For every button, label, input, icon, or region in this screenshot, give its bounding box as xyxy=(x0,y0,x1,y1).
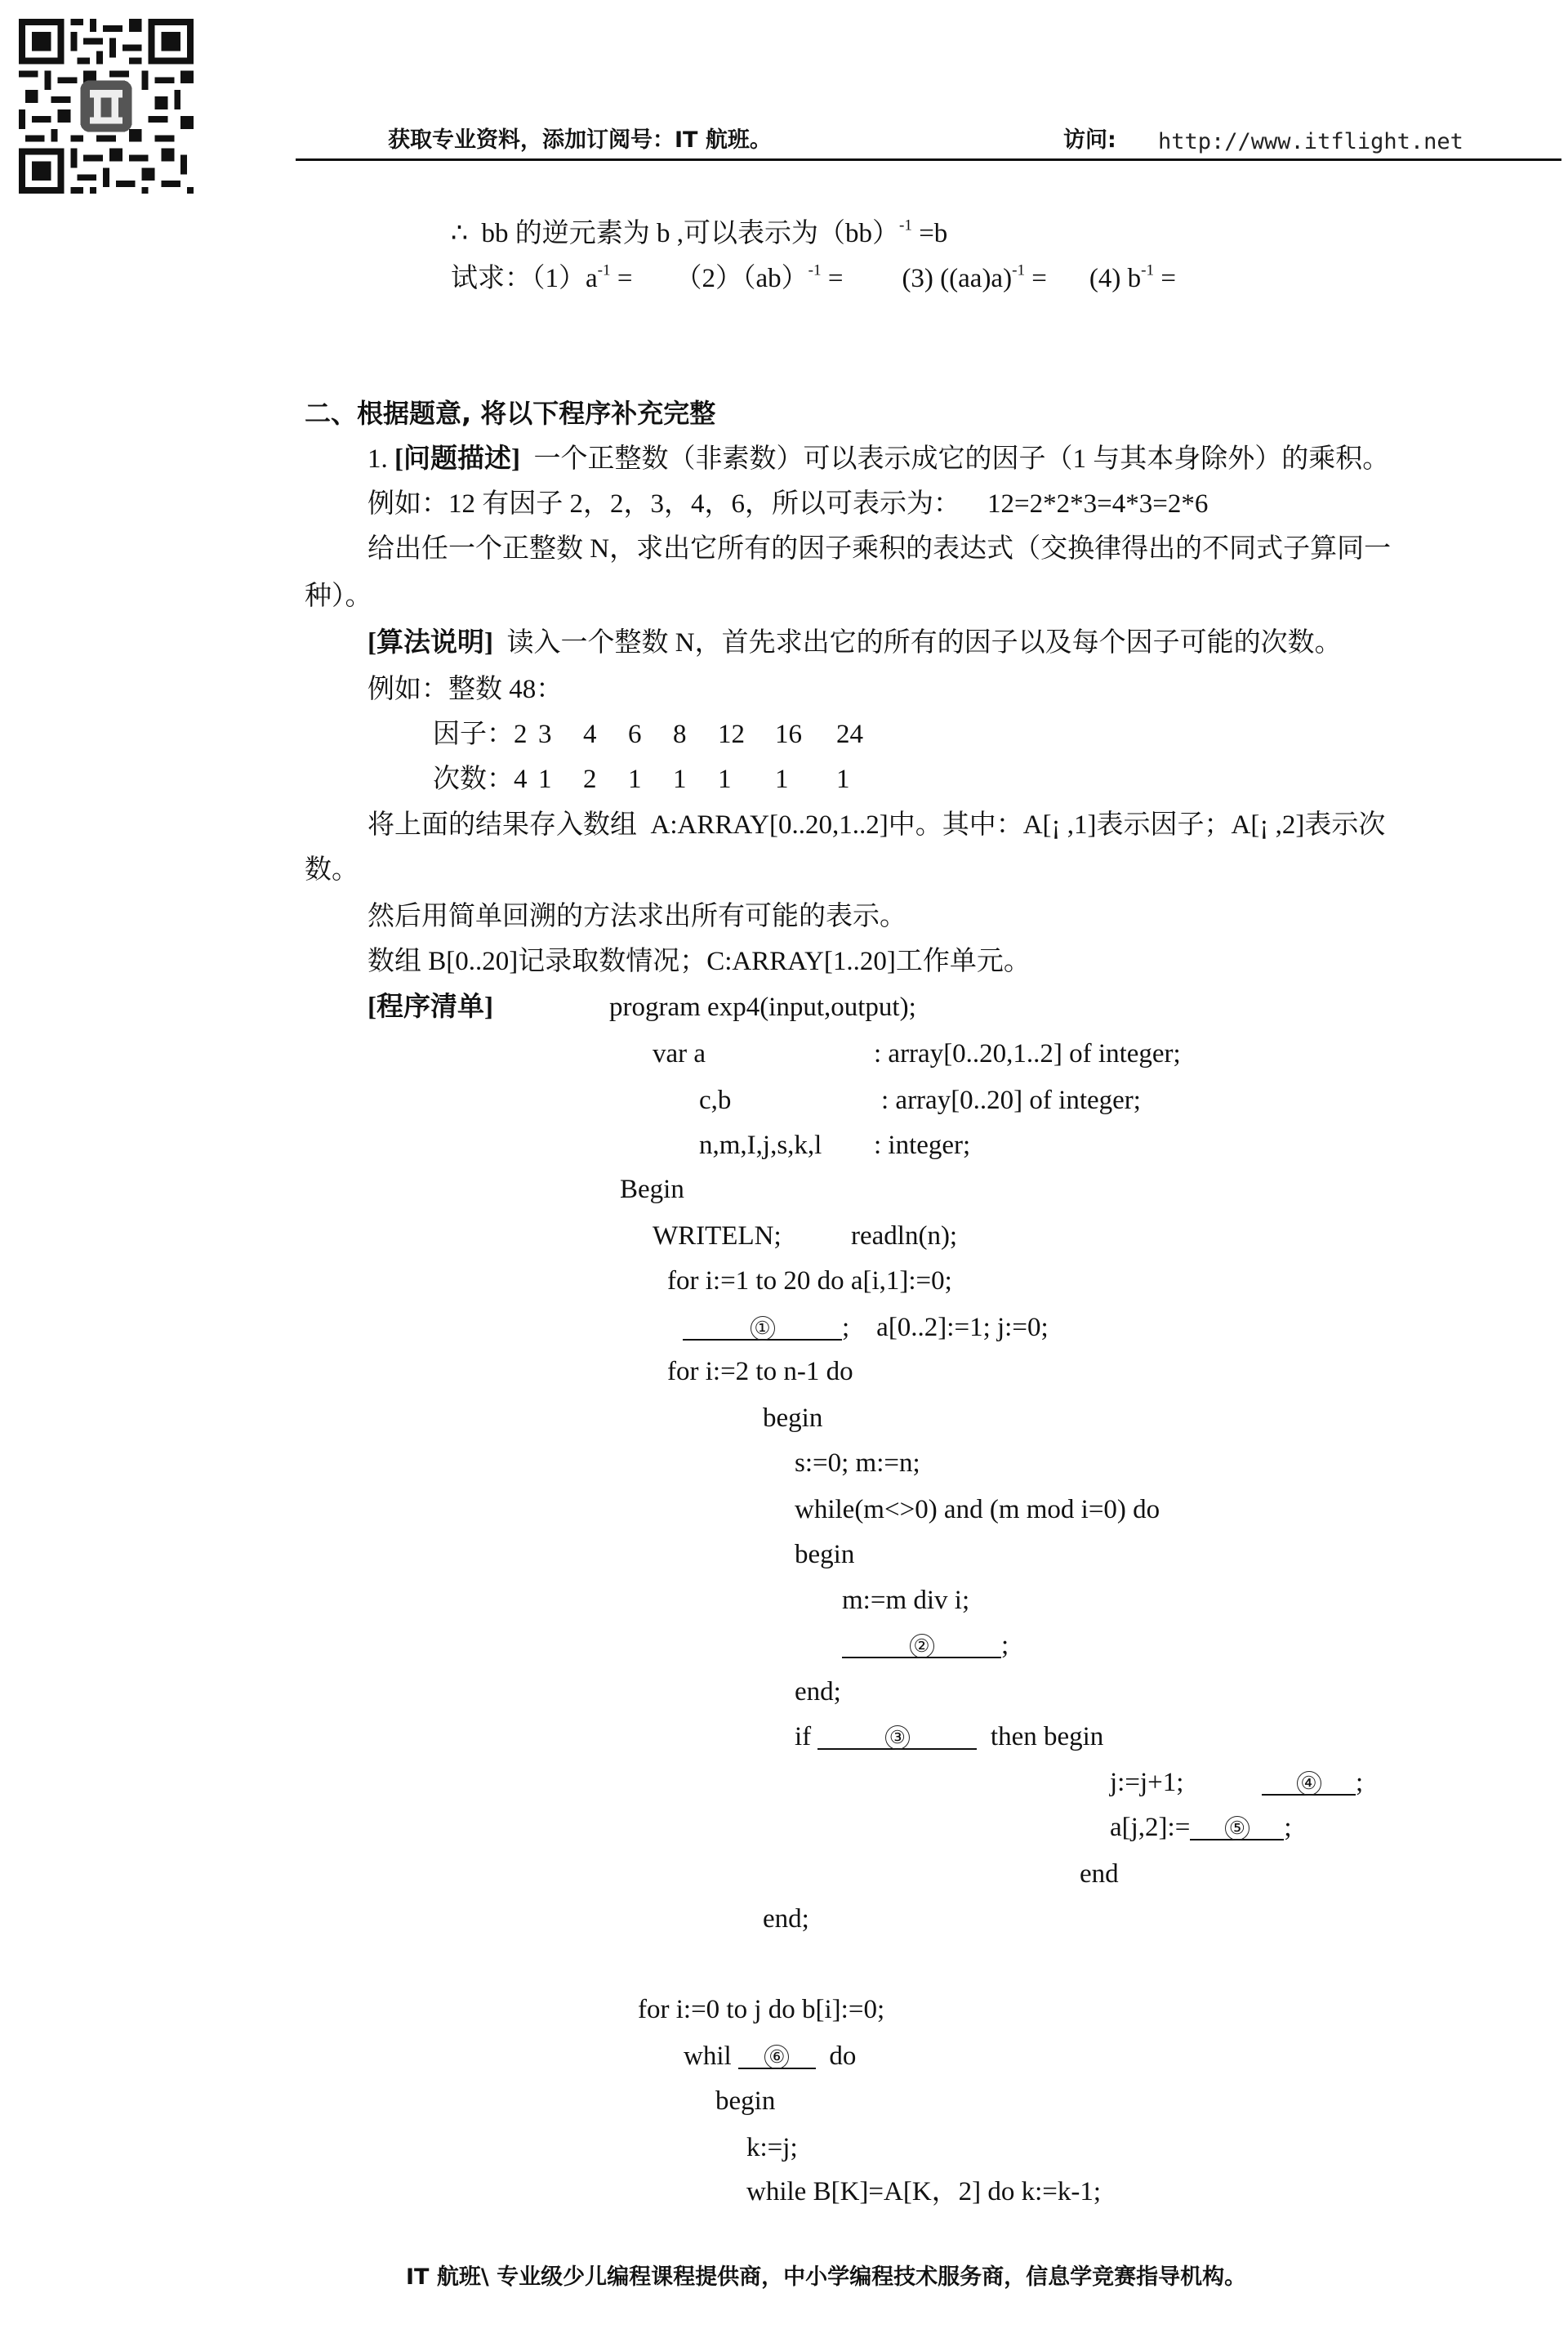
task-line-1: 给出任一个正整数 N，求出它所有的因子乘积的表达式（交换律得出的不同式子算同一 xyxy=(368,534,1392,564)
question-1-eq: = xyxy=(610,264,633,293)
code-init-sm: s:=0; m:=n; xyxy=(795,1448,920,1478)
question-3-eq: = xyxy=(1025,264,1047,293)
code-begin-1: begin xyxy=(763,1403,823,1433)
code-blank2-line xyxy=(842,1632,1009,1659)
count-value: 1 xyxy=(538,765,552,794)
superscript: -1 xyxy=(597,261,611,279)
exercise-line xyxy=(451,261,1176,293)
code-var-cb-type: : array[0..20] of integer; xyxy=(881,1086,1141,1115)
question-4-eq: = xyxy=(1154,264,1176,293)
blank-5[interactable] xyxy=(1190,1814,1284,1840)
code-while-b: while B[K]=A[K，2] do k:=k-1; xyxy=(746,2177,1102,2206)
question-4: (4) b xyxy=(1089,264,1142,293)
blank-2[interactable] xyxy=(842,1632,1001,1658)
factor-value: 12 xyxy=(718,720,745,749)
exercise-label: 试求： xyxy=(451,264,532,293)
inverse-statement-text: ∴ bb 的逆元素为 b ,可以表示为（bb） xyxy=(451,219,899,248)
factor-value: 6 xyxy=(628,720,642,749)
code-a-assign: a[j,2]:= xyxy=(1110,1813,1191,1842)
problem-number: 1. xyxy=(368,444,394,474)
qr-code-icon xyxy=(12,12,200,200)
code-readln: readln(n); xyxy=(851,1221,958,1251)
header-divider xyxy=(296,158,1561,161)
code-then-begin: then begin xyxy=(977,1722,1104,1751)
code-writeln: WRITELN; xyxy=(653,1221,782,1251)
factor-value: 4 xyxy=(583,720,597,749)
header-url-link[interactable]: http://www.itflight.net xyxy=(1158,129,1463,154)
code-begin-3: begin xyxy=(715,2086,776,2116)
code-var-a-type: : array[0..20,1..2] of integer; xyxy=(874,1039,1181,1069)
inverse-statement xyxy=(451,216,948,248)
blank-2-marker: ② xyxy=(910,1634,934,1658)
algorithm-description xyxy=(368,630,1342,657)
code-for-b: for i:=0 to j do b[i]:=0; xyxy=(638,1995,885,2024)
header-visit-label: 访问: xyxy=(1063,127,1116,153)
code-blank5-after: ; xyxy=(1284,1813,1292,1842)
listing-label: [程序清单] xyxy=(368,993,493,1022)
code-var-cb: c,b xyxy=(699,1086,732,1115)
counts-label: 次数： xyxy=(433,765,514,794)
code-end-2: end xyxy=(1080,1859,1119,1889)
superscript: -1 xyxy=(1141,261,1155,279)
question-1: （1）a xyxy=(532,264,598,293)
code-blank4-after: ; xyxy=(1356,1768,1364,1797)
blank-6[interactable] xyxy=(738,2043,816,2069)
question-2: （2）（ab） xyxy=(675,264,808,293)
counts-row xyxy=(433,766,885,793)
header-subscribe-text: 获取专业资料，添加订阅号：IT 航班。 xyxy=(388,127,772,153)
blank-1-marker: ① xyxy=(751,1316,775,1341)
factor-value: 2 xyxy=(514,720,528,749)
code-var-ints: n,m,I,j,s,k,l xyxy=(699,1131,822,1160)
code-blank4-line xyxy=(1262,1769,1363,1796)
count-value: 4 xyxy=(514,765,528,794)
question-2-eq: = xyxy=(821,264,844,293)
factors-row xyxy=(433,721,885,748)
blank-3[interactable] xyxy=(817,1724,977,1750)
count-value: 1 xyxy=(836,765,850,794)
inverse-statement-result: =b xyxy=(911,219,948,248)
code-end-1: end; xyxy=(795,1677,841,1707)
count-value: 2 xyxy=(583,765,597,794)
blank-6-marker: ⑥ xyxy=(764,2045,789,2069)
code-div-line: m:=m div i; xyxy=(842,1586,970,1615)
code-if-kw: if xyxy=(795,1722,818,1751)
count-value: 1 xyxy=(775,765,789,794)
algo-text: 读入一个整数 N，首先求出它的所有的因子以及每个因子可能的次数。 xyxy=(492,628,1342,658)
store-line-2: 数。 xyxy=(305,855,359,885)
factor-value: 24 xyxy=(836,720,863,749)
code-program: program exp4(input,output); xyxy=(609,993,916,1022)
code-whil-line xyxy=(684,2043,856,2070)
code-j-inc: j:=j+1; xyxy=(1110,1768,1184,1797)
superscript: -1 xyxy=(808,261,822,279)
store-line-1: 将上面的结果存入数组 A:ARRAY[0..20,1..2]中。其中：A[¡ ,1]表示因子；A[¡ ,2]表示次 xyxy=(368,810,1386,840)
code-end-3: end; xyxy=(763,1904,809,1934)
code-do-kw: do xyxy=(815,2041,857,2071)
factor-value: 16 xyxy=(775,720,802,749)
code-var-ints-type: : integer; xyxy=(874,1131,971,1160)
count-value: 1 xyxy=(718,765,732,794)
code-blank1-after: ; a[0..2]:=1; j:=0; xyxy=(842,1313,1049,1342)
backtrack-line: 然后用简单回溯的方法求出所有可能的表示。 xyxy=(368,902,906,931)
code-begin-main: Begin xyxy=(620,1175,684,1204)
code-var-a: var a xyxy=(653,1039,706,1069)
blank-1[interactable] xyxy=(683,1314,842,1341)
code-for-main: for i:=2 to n-1 do xyxy=(667,1357,853,1386)
blank-5-marker: ⑤ xyxy=(1225,1816,1250,1840)
section-title: 二、根据题意, 将以下程序补充完整 xyxy=(305,398,716,429)
code-k-assign: k:=j; xyxy=(746,2133,798,2162)
counts-values xyxy=(514,765,885,794)
code-a-assign-line xyxy=(1110,1814,1292,1841)
example-12: 例如：12 有因子 2，2，3，4，6，所以可表示为： 12=2*2*3=4*3=2*6 xyxy=(368,489,1209,519)
problem-desc-label: [问题描述] xyxy=(394,444,520,474)
example-48: 例如：整数 48： xyxy=(368,675,564,704)
count-value: 1 xyxy=(673,765,687,794)
question-3: (3) ((aa)a) xyxy=(902,264,1013,293)
code-if-line xyxy=(795,1724,1103,1751)
code-while-cond: while(m<>0) and (m mod i=0) do xyxy=(795,1495,1160,1524)
superscript: -1 xyxy=(1012,261,1026,279)
factor-value: 3 xyxy=(538,720,552,749)
task-line-2: 种）。 xyxy=(305,582,372,611)
blank-4-marker: ④ xyxy=(1297,1771,1321,1796)
code-blank1-line xyxy=(683,1314,1049,1341)
code-begin-2: begin xyxy=(795,1540,855,1569)
blank-4[interactable] xyxy=(1262,1769,1356,1796)
factors-values xyxy=(514,720,885,749)
code-whil-kw: whil xyxy=(684,2041,738,2071)
problem-description xyxy=(368,446,1389,473)
factors-label: 因子： xyxy=(433,720,514,749)
problem-desc-text: 一个正整数（非素数）可以表示成它的因子（1 与其本身除外）的乘积。 xyxy=(519,444,1390,474)
code-for-init: for i:=1 to 20 do a[i,1]:=0; xyxy=(667,1266,952,1296)
algo-label: [算法说明] xyxy=(368,628,493,658)
code-blank2-after: ; xyxy=(1001,1631,1009,1660)
count-value: 1 xyxy=(628,765,642,794)
arrays-line: 数组 B[0..20]记录取数情况；C:ARRAY[1..20]工作单元。 xyxy=(368,947,1031,976)
superscript: -1 xyxy=(899,216,912,234)
factor-value: 8 xyxy=(673,720,687,749)
footer-text: IT 航班\ 专业级少儿编程课程提供商，中小学编程技术服务商，信息学竞赛指导机构。 xyxy=(406,2264,1247,2290)
blank-3-marker: ③ xyxy=(885,1725,910,1750)
